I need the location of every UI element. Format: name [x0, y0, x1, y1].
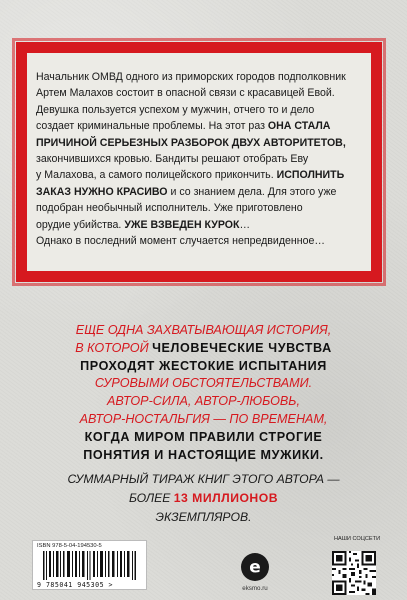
blurb-fragment: орудие убийства.	[36, 218, 125, 231]
circulation-line: СУММАРНЫЙ ТИРАЖ КНИГ ЭТОГО АВТОРА —	[67, 472, 340, 486]
publisher-logo-letter: e	[249, 557, 261, 578]
blurb-emphasis: ПРИЧИНОЙ СЕРЬЕЗНЫХ РАЗБОРОК ДВУХ АВТОРИТЕТОВ,	[36, 136, 346, 149]
circulation-line: ЭКЗЕМПЛЯРОВ.	[155, 510, 252, 524]
barcode-number: 9 785041 945305 >	[37, 581, 113, 589]
promo-line: АВТОР-СИЛА, АВТОР-ЛЮБОВЬ,	[107, 394, 300, 409]
promo-line: КОГДА МИРОМ ПРАВИЛИ СТРОГИЕ	[84, 429, 323, 444]
qr-code-icon[interactable]	[332, 551, 376, 595]
blurb-line: Девушка пользуется успехом у мужчин, отчего то и дело	[36, 103, 315, 116]
blurb-line	[36, 217, 371, 233]
blurb-emphasis: ОНА СТАЛА	[267, 120, 331, 133]
barcode-panel	[32, 540, 147, 590]
blurb-emphasis: ЗАКАЗ НУЖНО КРАСИВО	[36, 185, 168, 198]
blurb-emphasis: ИСПОЛНИТЬ	[276, 169, 345, 182]
circulation-fragment: БОЛЕЕ	[128, 491, 174, 505]
barcode-icon	[43, 551, 139, 580]
circulation-line	[0, 489, 407, 508]
promo-text	[0, 322, 407, 464]
blurb-text	[36, 69, 371, 249]
blurb-line: Начальник ОМВД одного из приморских городов подполковник	[36, 71, 346, 83]
blurb-line: Однако в последний момент случается непредвиденное…	[36, 235, 326, 248]
publisher-site: eksmo.ru	[242, 585, 268, 592]
qr-label: НАШИ СОЦСЕТИ	[334, 536, 381, 542]
promo-line: ПРОХОДЯТ ЖЕСТОКИЕ ИСПЫТАНИЯ	[80, 358, 327, 373]
publisher-logo-icon	[240, 552, 270, 582]
blurb-fragment: у Малахова, а самого полицейского приконч	[36, 169, 255, 182]
blurb-line: подобран необычный исполнитель. Уже приготовлено	[36, 202, 303, 215]
blurb-fragment: и со знанием дела. Для этого уже	[167, 185, 337, 198]
promo-line: АВТОР-НОСТАЛЬГИЯ — ПО ВРЕМЕНАМ,	[79, 411, 328, 426]
blurb-line	[36, 184, 371, 200]
blurb-fragment: создает криминальные проблемы. На этот раз	[36, 120, 268, 133]
isbn-label: ISBN 978-5-04-194530-5	[37, 543, 102, 549]
promo-emphasis: ЧЕЛОВЕЧЕСКИЕ ЧУВСТВА	[152, 340, 332, 355]
blurb-fragment: ить.	[254, 169, 277, 182]
circulation-text	[0, 470, 407, 527]
blurb-line	[36, 118, 371, 134]
promo-line: ПОНЯТИЯ И НАСТОЯЩИЕ МУЖИКИ.	[83, 447, 324, 462]
blurb-line	[36, 135, 371, 151]
promo-line: СУРОВЫМИ ОБСТОЯТЕЛЬСТВАМИ.	[94, 376, 313, 391]
blurb-emphasis: УЖЕ ВЗВЕДЕН КУРОК	[124, 218, 240, 231]
circulation-number: 13 МИЛЛИОНОВ	[173, 491, 279, 505]
promo-line: ЕЩЕ ОДНА ЗАХВАТЫВАЮЩАЯ ИСТОРИЯ,	[75, 323, 332, 337]
promo-fragment: В КОТОРОЙ	[75, 340, 153, 355]
blurb-line: Артем Малахов состоит в опасной связи с красавицей Евой.	[36, 87, 335, 100]
blurb-line	[36, 167, 371, 183]
blurb-line: закончившихся кровью. Бандиты решают отобрать Еву	[36, 153, 309, 166]
blurb-fragment: …	[239, 218, 251, 231]
promo-line	[0, 340, 407, 358]
